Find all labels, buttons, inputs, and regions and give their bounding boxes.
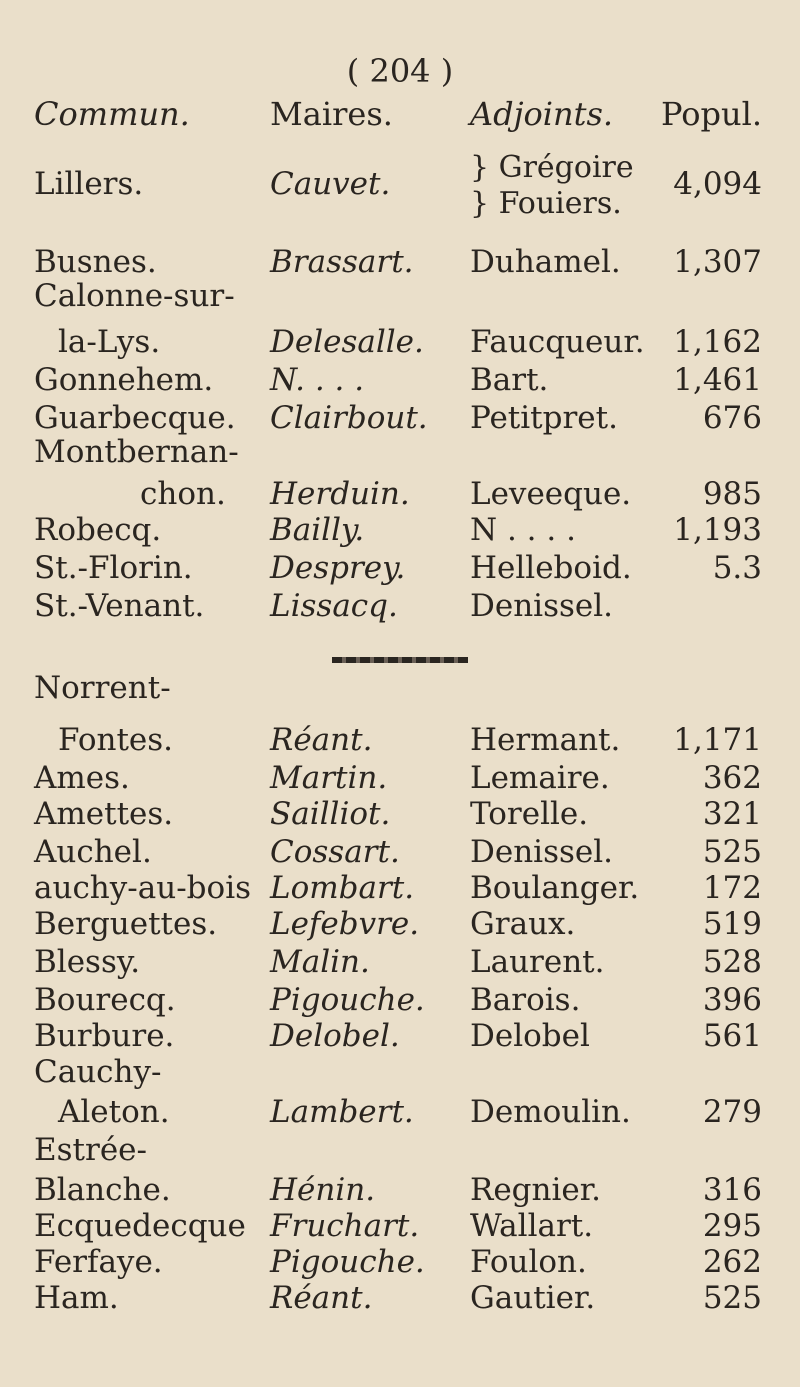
commune-cell: St.-Florin. xyxy=(34,550,193,586)
table-row xyxy=(0,162,800,206)
population-cell: 321 xyxy=(702,796,762,832)
maire-cell: N. . . . xyxy=(270,362,365,398)
maire-cell: Desprey. xyxy=(270,550,406,586)
population-cell: 1,171 xyxy=(673,722,762,758)
maire-cell: Bailly. xyxy=(270,512,365,548)
maire-cell: Réant. xyxy=(270,1280,373,1316)
adjoint-cell: Demoulin. xyxy=(470,1094,631,1130)
commune-cell: Amettes. xyxy=(34,796,174,832)
adjoint-cell: Foulon. xyxy=(470,1244,587,1280)
adjoint-cell: Laurent. xyxy=(470,944,605,980)
commune-cell: Burbure. xyxy=(34,1018,175,1054)
population-cell: 172 xyxy=(702,870,762,906)
maire-cell: Martin. xyxy=(270,760,388,796)
commune-cell: Ferfaye. xyxy=(34,1244,163,1280)
commune-cell: Gonnehem. xyxy=(34,362,214,398)
lillers-adjoints: } Grégoire } Fouiers. xyxy=(470,150,634,221)
adjoint-cell: Wallart. xyxy=(470,1208,594,1244)
commune-cell: Fontes. xyxy=(58,722,174,758)
adjoint-cell: Barois. xyxy=(470,982,581,1018)
adjoint-cell: Petitpret. xyxy=(470,400,618,436)
page-number: ( 204 ) xyxy=(346,52,454,90)
commune-cell: la-Lys. xyxy=(58,324,161,360)
commune-cell: Auchel. xyxy=(34,834,152,870)
adjoint-cell: Helleboid. xyxy=(470,550,632,586)
adjoint-cell: Boulanger. xyxy=(470,870,640,906)
maire-cell: Lambert. xyxy=(270,1094,414,1130)
adjoint-cell: Faucqueur. xyxy=(470,324,645,360)
maire-cell: Pigouche. xyxy=(270,1244,425,1280)
population-cell: 362 xyxy=(702,760,762,796)
header-population: Popul. xyxy=(661,95,762,133)
adjoint-cell: Hermant. xyxy=(470,722,621,758)
header-maire: Maires. xyxy=(270,95,393,133)
commune-cell: auchy-au-bois xyxy=(34,870,252,906)
maire-cell: Hénin. xyxy=(270,1172,376,1208)
adjoint-cell: N . . . . xyxy=(470,512,576,548)
table-header xyxy=(0,92,800,136)
population-cell: 985 xyxy=(702,476,762,512)
commune-cell: Bourecq. xyxy=(34,982,176,1018)
header-adjoints: Adjoints. xyxy=(470,95,614,133)
adjoint-cell: Denissel. xyxy=(470,834,614,870)
adjoint-cell: Duhamel. xyxy=(470,244,621,280)
maire-cell: Brassart. xyxy=(270,244,414,280)
maire-cell: Delesalle. xyxy=(270,324,424,360)
maire-cell: Lombart. xyxy=(270,870,415,906)
commune-cell: Busnes. xyxy=(34,244,157,280)
population-cell: 5.3 xyxy=(712,550,762,586)
table-row xyxy=(0,1276,800,1320)
population-cell: 525 xyxy=(702,834,762,870)
commune-cell: Blanche. xyxy=(34,1172,171,1208)
population-cell: 4,094 xyxy=(673,166,762,202)
commune-cell: Blessy. xyxy=(34,944,141,980)
population-cell: 262 xyxy=(702,1244,762,1280)
population-cell: 525 xyxy=(702,1280,762,1316)
table-row xyxy=(0,274,800,318)
commune-cell: Ecquedecque xyxy=(34,1208,246,1244)
commune-cell: Cauchy- xyxy=(34,1054,162,1090)
adjoint-cell: Regnier. xyxy=(470,1172,602,1208)
commune-cell: Robecq. xyxy=(34,512,162,548)
adjoint-cell: Lemaire. xyxy=(470,760,610,796)
maire-cell: Cauvet. xyxy=(270,166,391,202)
adjoint-cell: Denissel. xyxy=(470,588,614,624)
maire-cell: Herduin. xyxy=(270,476,410,512)
maire-cell: Réant. xyxy=(270,722,373,758)
commune-cell: Berguettes. xyxy=(34,906,218,942)
commune-cell: Calonne-sur- xyxy=(34,278,235,314)
maire-cell: Delobel. xyxy=(270,1018,400,1054)
commune-cell: St.-Venant. xyxy=(34,588,205,624)
adjoint-cell: Leveeque. xyxy=(470,476,632,512)
commune-cell: Ham. xyxy=(34,1280,119,1316)
adjoint-cell: Delobel xyxy=(470,1018,590,1054)
adjoint-cell: Gautier. xyxy=(470,1280,596,1316)
commune-cell: Ames. xyxy=(34,760,130,796)
population-cell: 1,461 xyxy=(673,362,762,398)
commune-cell: chon. xyxy=(140,476,226,512)
adjoint-cell: Grégoire xyxy=(498,150,634,185)
maire-cell: Lissacq. xyxy=(270,588,398,624)
population-cell: 1,193 xyxy=(673,512,762,548)
commune-cell: Estrée- xyxy=(34,1132,147,1168)
population-cell: 316 xyxy=(702,1172,762,1208)
maire-cell: Malin. xyxy=(270,944,370,980)
adjoint-cell: Fouiers. xyxy=(498,186,622,221)
population-cell: 279 xyxy=(702,1094,762,1130)
table-row xyxy=(0,1128,800,1172)
population-cell: 676 xyxy=(702,400,762,436)
maire-cell: Lefebvre. xyxy=(270,906,420,942)
population-cell: 1,162 xyxy=(673,324,762,360)
commune-cell: Montbernan- xyxy=(34,434,239,470)
table-row xyxy=(0,430,800,474)
commune-cell: Lillers. xyxy=(34,166,144,202)
section-title-text: Norrent- xyxy=(34,670,171,706)
commune-cell: Guarbecque. xyxy=(34,400,236,436)
adjoint-cell: Graux. xyxy=(470,906,576,942)
maire-cell: Fruchart. xyxy=(270,1208,420,1244)
table-row xyxy=(0,1050,800,1094)
section-divider xyxy=(332,657,468,663)
adjoint-cell: Torelle. xyxy=(470,796,589,832)
commune-cell: Aleton. xyxy=(58,1094,170,1130)
maire-cell: Pigouche. xyxy=(270,982,425,1018)
table-row xyxy=(0,584,800,628)
population-cell: 528 xyxy=(702,944,762,980)
population-cell: 1,307 xyxy=(673,244,762,280)
population-cell: 561 xyxy=(702,1018,762,1054)
header-commune: Commun. xyxy=(34,95,190,133)
population-cell: 396 xyxy=(702,982,762,1018)
section-title xyxy=(0,666,800,710)
maire-cell: Sailliot. xyxy=(270,796,391,832)
population-cell: 519 xyxy=(702,906,762,942)
population-cell: 295 xyxy=(702,1208,762,1244)
maire-cell: Cossart. xyxy=(270,834,400,870)
adjoint-cell: Bart. xyxy=(470,362,549,398)
maire-cell: Clairbout. xyxy=(270,400,428,436)
